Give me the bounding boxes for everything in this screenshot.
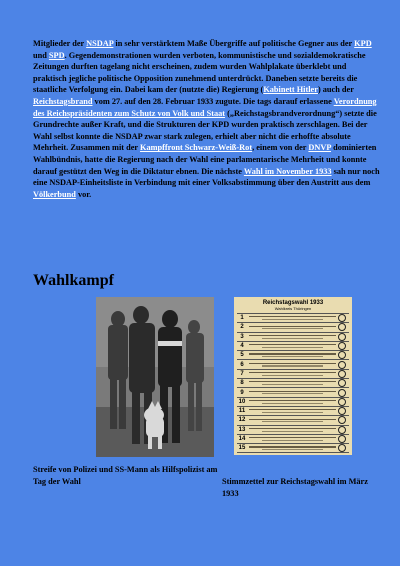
text-segment: und	[33, 50, 49, 60]
text-segment: vom 27. auf den 28. Februar 1933 zugute. Die tags darauf erlassene	[92, 96, 334, 106]
link-voelkerbund[interactable]: Völkerbund	[33, 189, 76, 199]
ballot-row-text	[247, 315, 338, 322]
link-kabinett-hitler[interactable]: Kabinett Hitler	[263, 85, 318, 95]
ballot-row	[237, 407, 349, 416]
link-kpd[interactable]: KPD	[354, 39, 372, 48]
body-paragraph	[33, 38, 381, 200]
ballot-row-text	[247, 389, 338, 396]
ballot-row	[237, 416, 349, 425]
caption-right: Stimmzettel zur Reichstagswahl im März 1933	[222, 477, 368, 498]
ballot-row-text	[247, 361, 338, 368]
ballot-row-number: 12	[238, 417, 246, 424]
ballot-row-number: 14	[238, 436, 246, 442]
link-verordnung[interactable]: Verordnung des Reichspräsidenten zum Schutz von Volk und Staat	[33, 96, 377, 118]
ballot-subtitle: Wahlkreis Thüringen	[274, 306, 312, 311]
ballot-row-number: 6	[240, 361, 244, 368]
ballot-row-number: 3	[240, 333, 244, 340]
text-segment: . Gegendemonstrationen wurden verboten, kommunistische und sozialdemokratische Zeitungen durften tagelang nicht erscheinen, zudem wurden Wahlplakate überklebt und praktisch jegliche politische Opposition zunehmend unterdrückt. Daneben setzte bereits die staatliche Verfolgung ein. Dabei kam der (nutzte die) Regierung (	[33, 50, 366, 95]
ballot-row-text	[247, 352, 338, 359]
text-segment: Mitglieder der	[33, 39, 87, 48]
ballot-row-number: 2	[240, 324, 244, 331]
link-spd[interactable]: SPD	[48, 50, 65, 60]
ballot-row	[237, 333, 349, 342]
ballot-row-text	[247, 417, 338, 424]
ballot-circle-icon	[338, 379, 346, 387]
ballot-circle-icon	[338, 314, 346, 322]
ballot-circle-icon	[338, 398, 346, 406]
link-nsdap[interactable]: NSDAP	[86, 39, 114, 48]
text-segment: in sehr verstärktem Maße Übergriffe auf politische Gegner aus der	[113, 39, 355, 48]
ballot-row-number: 10	[238, 398, 246, 405]
ballot-row	[237, 398, 349, 407]
ballot-row	[237, 351, 349, 360]
ballot-row-text	[247, 436, 338, 443]
ballot-row-number: 8	[240, 380, 244, 387]
ballot-row-text	[247, 426, 338, 433]
link-dnvp[interactable]: DNVP	[308, 143, 331, 153]
photo-illustration	[96, 297, 214, 457]
police-patrol-photo	[96, 297, 214, 457]
ballot-row-text	[247, 333, 338, 340]
ballot-row-number: 4	[240, 343, 244, 350]
ballot-row-number: 9	[240, 389, 244, 396]
ballot-row-number: 13	[238, 426, 246, 433]
ballot-row	[237, 314, 349, 323]
link-wahl-november-1933[interactable]: Wahl im November 1933	[243, 166, 332, 176]
ballot-circle-icon	[338, 426, 346, 434]
text-segment: , einem von der	[252, 143, 309, 153]
ballot-circle-icon	[338, 361, 346, 369]
ballot-row-number: 11	[238, 408, 246, 415]
ballot-row-text	[247, 343, 338, 350]
link-kampffront[interactable]: Kampffront Schwarz-Weiß-Rot	[140, 143, 253, 153]
link-reichstagsbrand[interactable]: Reichstagsbrand	[33, 96, 93, 106]
ballot-row	[237, 370, 349, 379]
ballot-circle-icon	[338, 342, 346, 350]
ballot-circle-icon	[338, 333, 346, 341]
ballot-row-text	[247, 445, 338, 452]
ballot-row-number: 7	[240, 370, 244, 377]
ballot-circle-icon	[338, 416, 346, 424]
text-segment: vor.	[75, 189, 92, 199]
ballot-row	[237, 342, 349, 351]
ballot-rows	[237, 313, 349, 453]
ballot-row	[237, 444, 349, 453]
text-segment: dominierten Wahlbündnis, hatte die Regierung nach der Wahl eine parlamentarische Mehrheit und konnte darauf gestützt den Weg in die Diktatur ebnen. Die nächste	[33, 143, 377, 176]
ballot-row-number: 15	[238, 445, 246, 452]
ballot-circle-icon	[338, 435, 346, 443]
ballot-row-text	[247, 380, 338, 387]
text-segment: sah nur noch eine NSDAP-Einheitsliste in Verbindung mit einer Volksabstimmung über den Austritt aus dem	[33, 166, 380, 188]
text-segment: („Reichstagsbrandverordnung“) setzte die Grundrechte außer Kraft, und die Strukturen der KPD wurden praktisch zerschlagen. Bei der Wahl selbst konnte die NSDAP zwar stark zulegen, erhielt aber nicht die erhoffte absolute Mehrheit. Zusammen mit der	[33, 108, 377, 153]
ballot-circle-icon	[338, 407, 346, 415]
ballot-row-text	[247, 370, 338, 377]
ballot-row-number: 5	[240, 352, 244, 359]
ballot-circle-icon	[338, 323, 346, 331]
ballot-row-number: 1	[240, 315, 244, 322]
caption-left: Streife von Polizei und SS-Mann als Hilfspolizist am Tag der Wahl	[33, 465, 218, 486]
ballot-row	[237, 426, 349, 435]
ballot-row	[237, 435, 349, 444]
ballot-circle-icon	[338, 351, 346, 359]
ballot-circle-icon	[338, 389, 346, 397]
ballot-title: Reichstagswahl 1933	[262, 300, 324, 306]
ballot-row	[237, 379, 349, 388]
ballot-row	[237, 388, 349, 397]
ballot-row	[237, 323, 349, 332]
ballot-row-text	[247, 398, 338, 405]
ballot-circle-icon	[338, 444, 346, 452]
section-heading: Wahlkampf	[33, 272, 114, 289]
ballot-row-text	[247, 324, 338, 331]
ballot-row	[237, 360, 349, 369]
ballot-circle-icon	[338, 370, 346, 378]
ballot-image	[234, 297, 352, 455]
text-segment: ) auch der	[317, 85, 354, 95]
ballot-row-text	[247, 408, 338, 415]
